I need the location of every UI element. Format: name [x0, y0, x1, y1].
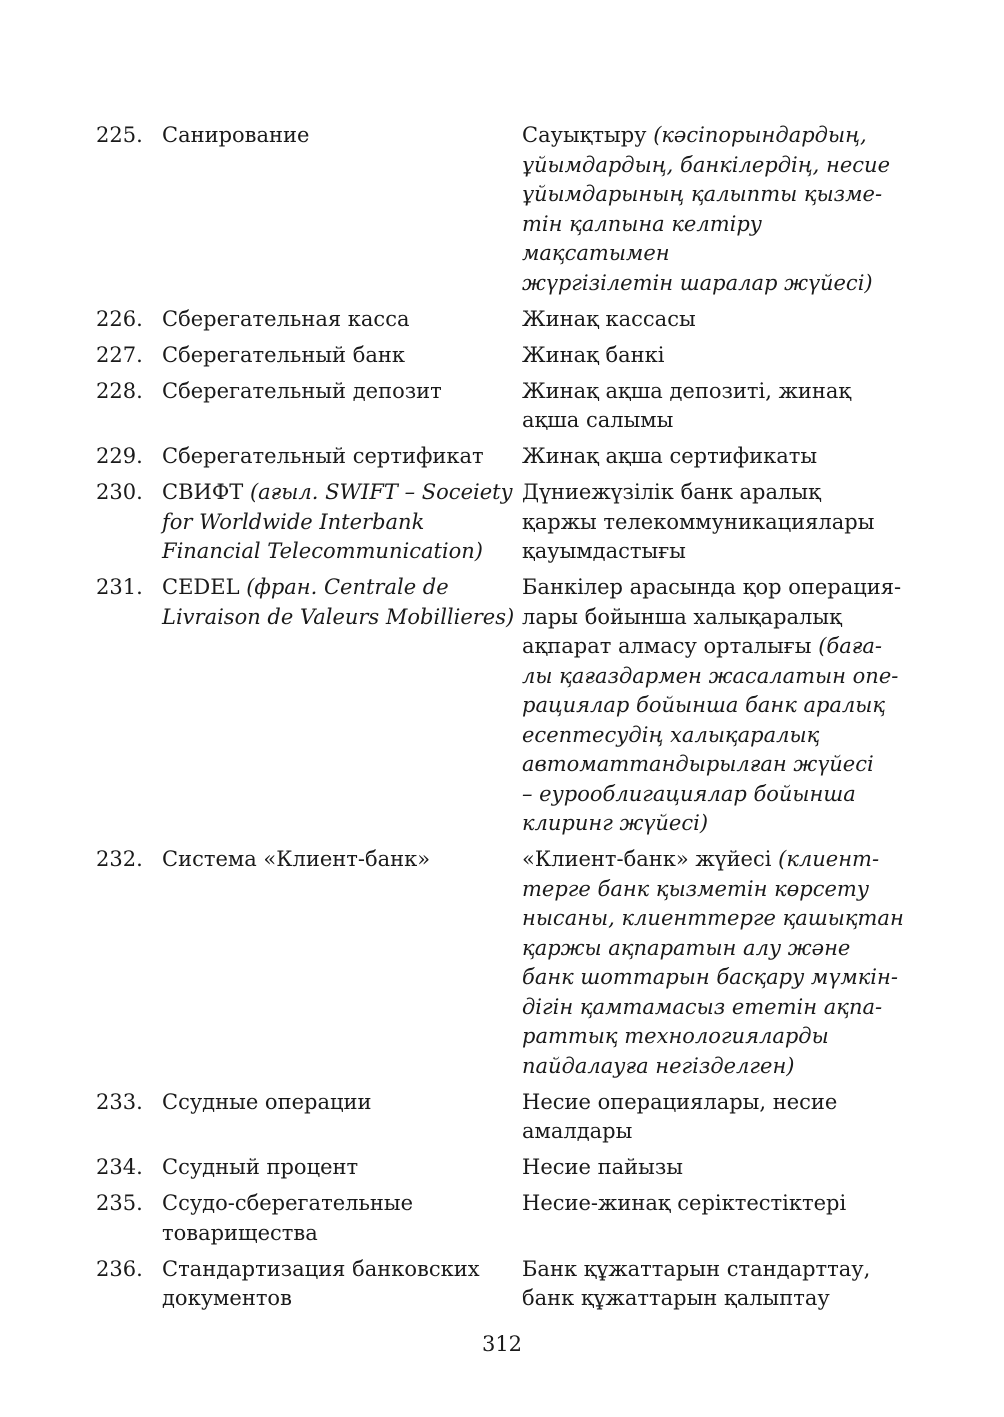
russian-term-text: Ссудо-сберегательные товарищества	[162, 1191, 414, 1245]
entry-number: 227.	[96, 342, 143, 367]
russian-term-note: (фран. Centrale de Livraison de Valeurs Mobillieres)	[162, 575, 515, 629]
russian-term	[162, 341, 522, 371]
glossary-entry	[96, 1153, 916, 1183]
russian-term	[162, 377, 522, 407]
glossary-entry	[96, 1088, 916, 1147]
russian-term	[162, 305, 522, 335]
entry-number: 229.	[96, 444, 143, 468]
kazakh-translation	[522, 305, 916, 335]
kazakh-translation-text: Несие операциялары, несие амалдары	[522, 1089, 838, 1143]
entry-number: 235.	[96, 1191, 143, 1215]
glossary-entry	[96, 1189, 916, 1248]
russian-term	[162, 478, 522, 567]
glossary-entry	[96, 478, 916, 567]
entry-number: 230.	[96, 480, 143, 504]
russian-term	[162, 1088, 522, 1118]
glossary-entry	[96, 341, 916, 371]
kazakh-translation-text: Жинақ банкі	[522, 342, 665, 367]
russian-term-text: Стандартизация банковских документов	[162, 1256, 480, 1310]
entry-number: 236.	[96, 1256, 143, 1281]
kazakh-translation-text: Жинақ ақша сертификаты	[522, 444, 818, 468]
russian-term	[162, 1153, 522, 1183]
kazakh-translation-text: Банкілер арасында қор операция- лары бойынша халықаралық ақпарат алмасу орталығы	[522, 575, 902, 658]
kazakh-translation-note: (клиент- терге банк қызметін көрсету нысаны, клиенттерге қашықтан қаржы ақпаратын алу және банк шоттарын басқару мүмкін- дігін қамтамасыз ететін ақпа- раттық технологияларды пайдалауға негізделген)	[522, 847, 904, 1078]
russian-term-text: СВИФТ	[162, 480, 250, 504]
kazakh-translation	[522, 1255, 916, 1314]
entry-number: 226.	[96, 306, 143, 331]
glossary-entry	[96, 377, 916, 436]
kazakh-translation	[522, 1189, 916, 1219]
kazakh-translation	[522, 442, 916, 472]
entry-number: 231.	[96, 575, 143, 599]
kazakh-translation	[522, 377, 916, 436]
kazakh-translation	[522, 1088, 916, 1147]
russian-term	[162, 1255, 522, 1314]
kazakh-translation-text: Жинақ кассасы	[522, 306, 696, 331]
kazakh-translation	[522, 1153, 916, 1183]
kazakh-translation-text: Сауықтыру	[522, 123, 654, 147]
russian-term	[162, 845, 522, 875]
entry-number: 234.	[96, 1155, 143, 1179]
russian-term-text: Сберегательная касса	[162, 306, 410, 331]
entry-number: 225.	[96, 123, 143, 147]
kazakh-translation-text: Несие-жинақ серіктестіктері	[522, 1191, 847, 1215]
kazakh-translation	[522, 341, 916, 371]
kazakh-translation-note: (бағa- лы қағаздармен жасалатын опе- рациялар бойынша банк аралық есептесудің халықаралық автоматтандырылған жүйесі – еурооблигациялар бойынша клиринг жүйесі)	[522, 634, 899, 835]
russian-term-text: Санирование	[162, 123, 310, 147]
entry-number: 233.	[96, 1089, 143, 1114]
glossary-entry	[96, 1255, 916, 1314]
entry-number: 228.	[96, 378, 143, 403]
kazakh-translation	[522, 478, 916, 567]
glossary-entry	[96, 305, 916, 335]
kazakh-translation-text: Жинақ ақша депозиті, жинақ ақша салымы	[522, 378, 852, 432]
entry-number: 232.	[96, 847, 143, 871]
kazakh-translation-note: (кәсіпорындардың, ұйымдардың, банкілердің, несие ұйымдарының қалыпты қызме- тін қалпына келтіру мақсатымен жүргізілетін шаралар жүйесі)	[522, 123, 891, 295]
kazakh-translation-text: «Клиент-банк» жүйесі	[522, 847, 779, 871]
glossary-entry	[96, 845, 916, 1081]
kazakh-translation	[522, 573, 916, 839]
russian-term-text: Система «Клиент-банк»	[162, 847, 431, 871]
russian-term-text: CEDEL	[162, 575, 247, 599]
glossary-entry	[96, 573, 916, 839]
russian-term-text: Сберегательный сертификат	[162, 444, 484, 468]
russian-term-text: Ссудные операции	[162, 1089, 372, 1114]
russian-term-text: Ссудный процент	[162, 1155, 359, 1179]
kazakh-translation-text: Несие пайызы	[522, 1155, 683, 1179]
glossary-list	[96, 121, 916, 1320]
kazakh-translation-text: Дүниежүзілік банк аралық қаржы телекоммуникациялары қауымдастығы	[522, 480, 875, 563]
russian-term-text: Сберегательный банк	[162, 342, 406, 367]
russian-term-text: Сберегательный депозит	[162, 378, 442, 403]
russian-term	[162, 121, 522, 151]
page-number: 312	[481, 1332, 523, 1356]
glossary-entry	[96, 442, 916, 472]
glossary-entry	[96, 121, 916, 298]
russian-term-note: (ағыл. SWIFT – Soceiety for Worldwide Interbank Financial Telecommunication)	[162, 480, 513, 563]
russian-term	[162, 442, 522, 472]
russian-term	[162, 1189, 522, 1248]
kazakh-translation-text: Банк құжаттарын стандарттау, банк құжаттарын қалыптау	[522, 1256, 871, 1310]
kazakh-translation	[522, 121, 916, 298]
russian-term	[162, 573, 522, 632]
kazakh-translation	[522, 845, 916, 1081]
